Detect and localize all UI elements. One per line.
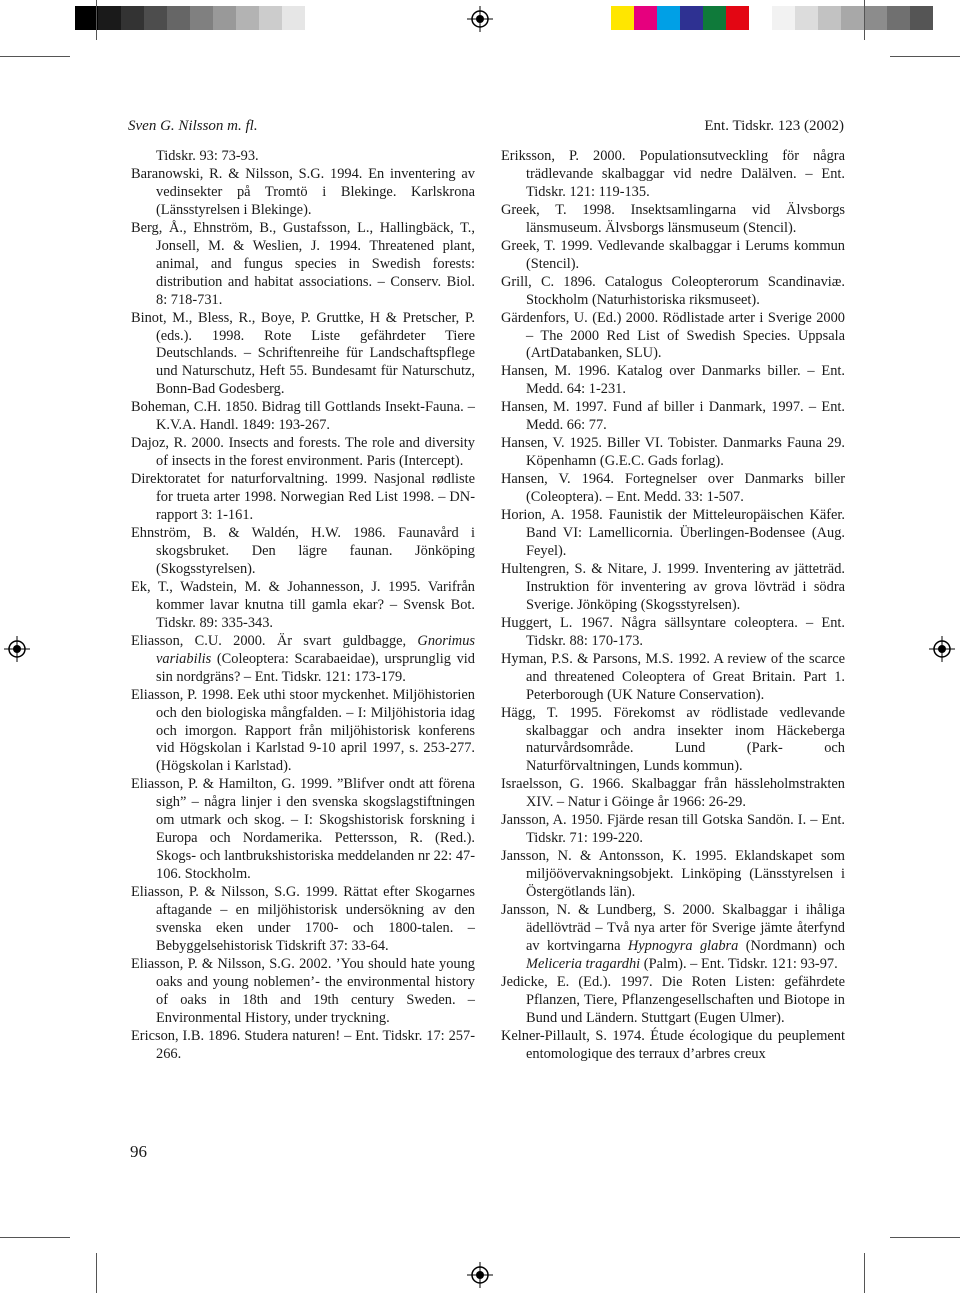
reference-entry: Jansson, A. 1950. Fjärde resan till Gotska Sandön. I. – Ent. Tidskr. 71: 199-220. bbox=[501, 812, 845, 847]
color-swatch bbox=[611, 6, 634, 30]
color-swatch bbox=[795, 6, 818, 30]
color-swatch bbox=[864, 6, 887, 30]
reference-entry: Hansen, M. 1996. Katalog over Danmarks biller. – Ent. Medd. 64: 1-231. bbox=[501, 363, 845, 398]
page-number: 96 bbox=[130, 1142, 147, 1161]
color-swatch bbox=[887, 6, 910, 30]
crop-mark bbox=[864, 1253, 865, 1293]
reference-text: (Nordmann) och bbox=[738, 937, 845, 954]
reference-entry: Gärdenfors, U. (Ed.) 2000. Rödlistade arter i Sverige 2000 – The 2000 Red List of Swedish Species. Uppsala (ArtDatabanken, SLU). bbox=[501, 309, 845, 362]
color-swatch bbox=[841, 6, 864, 30]
reference-column-right bbox=[501, 148, 845, 1064]
reference-text: (Coleoptera: Scarabaeidae), ursprunglig vid sin nordgräns? – Ent. Tidskr. 121: 173-179. bbox=[156, 650, 475, 685]
reference-entry bbox=[131, 633, 475, 687]
color-swatch bbox=[703, 6, 726, 30]
reference-entry: Boheman, C.H. 1850. Bidrag till Gottlands Insekt-Fauna. – K.V.A. Handl. 1849: 193-267. bbox=[131, 399, 475, 434]
crop-mark bbox=[890, 56, 960, 57]
registration-mark-icon bbox=[467, 6, 493, 32]
reference-entry: Baranowski, R. & Nilsson, S.G. 1994. En inventering av vedinsekter på Tromtö i Blekinge. Karlskrona (Länsstyrelsen i Blekinge). bbox=[131, 165, 475, 218]
reference-entry: Jansson, N. & Antonsson, K. 1995. Eklandskapet som miljöövervakningsobjekt. Linköping (Länsstyrelsen i Östergötlands län). bbox=[501, 848, 845, 901]
reference-entry: Greek, T. 1998. Insektsamlingarna vid Älvsborgs länsmuseum. Älvsborgs länsmuseum (Stencil). bbox=[501, 201, 845, 236]
running-header-journal: Ent. Tidskr. 123 (2002) bbox=[704, 118, 844, 134]
color-swatch bbox=[634, 6, 657, 30]
reference-entry: Eriksson, P. 2000. Populationsutveckling för några trädlevande skalbaggar vid nedre Dalälven. – Ent. Tidskr. 121: 119-135. bbox=[501, 148, 845, 200]
reference-entry: Ericson, I.B. 1896. Studera naturen! – Ent. Tidskr. 17: 257-266. bbox=[131, 1027, 475, 1062]
reference-entry: Tidskr. 93: 73-93. bbox=[156, 148, 259, 164]
registration-mark-icon bbox=[929, 636, 955, 662]
crop-mark bbox=[890, 1237, 960, 1238]
species-name-italic: Gnorimus variabilis bbox=[156, 632, 475, 667]
reference-entry: Hultengren, S. & Nitare, J. 1999. Inventering av jätteträd. Instruktion för inventering av grova lövträd i södra Sverige. Jönköping (Skogsstyrelsen). bbox=[501, 560, 845, 613]
reference-entry bbox=[501, 902, 845, 974]
crop-mark bbox=[0, 56, 70, 57]
color-swatch bbox=[75, 6, 98, 30]
crop-mark bbox=[864, 0, 865, 40]
color-swatch bbox=[98, 6, 121, 30]
reference-entry: Hyman, P.S. & Parsons, M.S. 1992. A review of the scarce and threatened Coleoptera of Great Britain. Part 1. Peterborough (UK Nature Conservation). bbox=[501, 650, 845, 703]
registration-mark-icon bbox=[467, 1262, 493, 1288]
color-swatch bbox=[213, 6, 236, 30]
reference-entry: Ehnström, B. & Waldén, H.W. 1986. Faunavård i skogsbruket. Den lägre faunan. Jönköping (Skogsstyrelsen). bbox=[131, 525, 475, 577]
reference-entry: Grill, C. 1896. Catalogus Coleopterorum Scandinaviæ. Stockholm (Naturhistoriska riksmuseet). bbox=[501, 273, 845, 308]
reference-entry: Kelner-Pillault, S. 1974. Étude écologique du peuplement entomologique des terraux d’arbres creux bbox=[501, 1027, 845, 1062]
crop-mark bbox=[96, 0, 97, 40]
crop-mark bbox=[96, 1253, 97, 1293]
reference-entry: Ek, T., Wadstein, M. & Johannesson, J. 1995. Varifrån kommer lavar knutna till gamla ekar? – Svensk Bot. Tidskr. 89: 335-343. bbox=[131, 578, 475, 631]
color-swatch bbox=[144, 6, 167, 30]
species-name-italic: Hypnogyra glabra bbox=[627, 937, 739, 954]
reference-entry: Israelsson, G. 1966. Skalbaggar från hässleholmstrakten XIV. – Natur i Göinge år 1966: 26-29. bbox=[501, 776, 845, 811]
reference-entry: Hansen, V. 1964. Fortegnelser over Danmarks biller (Coleoptera). – Ent. Medd. 33: 1-507. bbox=[501, 471, 845, 506]
reference-text: Eliasson, C.U. 2000. Är svart guldbagge, bbox=[131, 632, 418, 649]
color-swatch bbox=[282, 6, 305, 30]
color-swatch bbox=[167, 6, 190, 30]
reference-entry: Eliasson, P. & Nilsson, S.G. 2002. ’You should hate young oaks and young noblemen’- the environmental history of oaks in 18th and 19th century Sweden. – Environmental History, under tryckning. bbox=[131, 955, 475, 1026]
color-calibration-bar-left bbox=[75, 6, 305, 30]
color-swatch bbox=[726, 6, 749, 30]
reference-entry: Huggert, L. 1967. Några sällsyntare coleoptera. – Ent. Tidskr. 88: 170-173. bbox=[501, 614, 845, 649]
color-swatch bbox=[190, 6, 213, 30]
color-swatch bbox=[121, 6, 144, 30]
color-swatch bbox=[236, 6, 259, 30]
reference-column-left bbox=[131, 148, 475, 1064]
color-swatch bbox=[910, 6, 933, 30]
reference-entry: Eliasson, P. & Hamilton, G. 1999. ”Blifver ondt att förena sigh” – några linjer i den svenska skogslagstiftningen om utmark och skog. – I: Skogshistorisk forskning i Europa och Nordamerika. Pettersson, R. (Red.). Skogs- och lantbrukshistoriska meddelanden nr 22: 47-106. Stockholm. bbox=[131, 776, 475, 883]
reference-entry: Hägg, T. 1995. Förekomst av rödlistade vedlevande skalbaggar och andra insekter inom Häckeberga naturvårdsområde. Lund (Park- och Naturförvaltningen, Lunds kommun). bbox=[501, 704, 845, 775]
color-swatch bbox=[259, 6, 282, 30]
reference-entry: Direktoratet for naturforvaltning. 1999. Nasjonal rødliste for trueta arter 1998. Norwegian Red List 1998. – DN-rapport 3: 1-161. bbox=[131, 471, 475, 524]
reference-entry: Berg, Å., Ehnström, B., Gustafsson, L., Hallingbäck, T., Jonsell, M. & Weslien, J. 1994. Threatened plant, animal, and fungus species in Swedish forests: distribution and habitat associations. – Conserv. Biol. 8: 718-731. bbox=[131, 219, 475, 308]
species-name-italic: Meliceria tragardhi bbox=[526, 955, 641, 972]
reference-text: (Palm). – Ent. Tidskr. 121: 93-97. bbox=[640, 955, 838, 972]
reference-entry: Jedicke, E. (Ed.). 1997. Die Roten Listen: gefährdete Pflanzen, Tiere, Pflanzengesellschaften und Biotope in Bund und Ländern. Stuttgart (Eugen Ulmer). bbox=[501, 973, 845, 1026]
reference-entry: Eliasson, P. & Nilsson, S.G. 1999. Rättat efter Skogarnes aftagande – en miljöhistorisk undersökning av den svenska eken under 1700- och 1800-talen. – Bebyggelsehistorisk Tidskrift 37: 33-64. bbox=[131, 884, 475, 954]
reference-entry: Hansen, M. 1997. Fund af biller i Danmark, 1997. – Ent. Medd. 66: 77. bbox=[501, 399, 845, 434]
color-swatch bbox=[657, 6, 680, 30]
reference-entry: Eliasson, P. 1998. Eek uthi stoor myckenhet. Miljöhistorien och den biologiska mångfalden. – I: Miljöhistoria idag och imorgon. Rapport från miljöhistorisk konferens vid Högskolan i Karlstad 9-10 april 1997, s. 253-277. (Högskolan i Karlstad). bbox=[131, 686, 475, 775]
reference-text: Jansson, N. & Lundberg, S. 2000. Skalbaggar i ihåliga ädellövträd – Två nya arter för Sverige jämte återfynd av kortvingarna bbox=[501, 902, 845, 954]
color-calibration-bar-right bbox=[611, 6, 933, 30]
reference-entry: Binot, M., Bless, R., Boye, P. Gruttke, H & Pretscher, P. (eds.). 1998. Rote Liste gefährdeter Tiere Deutschlands. – Schriftenreihe für Landschaftspflege und Naturschutz, Heft 55. Bundesamt für Naturschutz, Bonn-Bad Godesberg. bbox=[131, 309, 475, 398]
reference-entry: Hansen, V. 1925. Biller VI. Tobister. Danmarks Fauna 29. Köpenhamn (G.E.C. Gads forlag). bbox=[501, 435, 845, 470]
color-swatch bbox=[818, 6, 841, 30]
reference-entry: Greek, T. 1999. Vedlevande skalbaggar i Lerums kommun (Stencil). bbox=[501, 237, 845, 272]
color-swatch bbox=[749, 6, 772, 30]
reference-entry: Horion, A. 1958. Faunistik der Mitteleuropäischen Käfer. Band VI: Lamellicornia. Überlingen-Bodensee (Aug. Feyel). bbox=[501, 507, 845, 559]
running-header-authors: Sven G. Nilsson m. fl. bbox=[128, 118, 258, 134]
crop-mark bbox=[0, 1237, 70, 1238]
reference-entry: Dajoz, R. 2000. Insects and forests. The role and diversity of insects in the forest environment. Paris (Intercept). bbox=[131, 435, 475, 470]
registration-mark-icon bbox=[4, 636, 30, 662]
color-swatch bbox=[680, 6, 703, 30]
color-swatch bbox=[772, 6, 795, 30]
